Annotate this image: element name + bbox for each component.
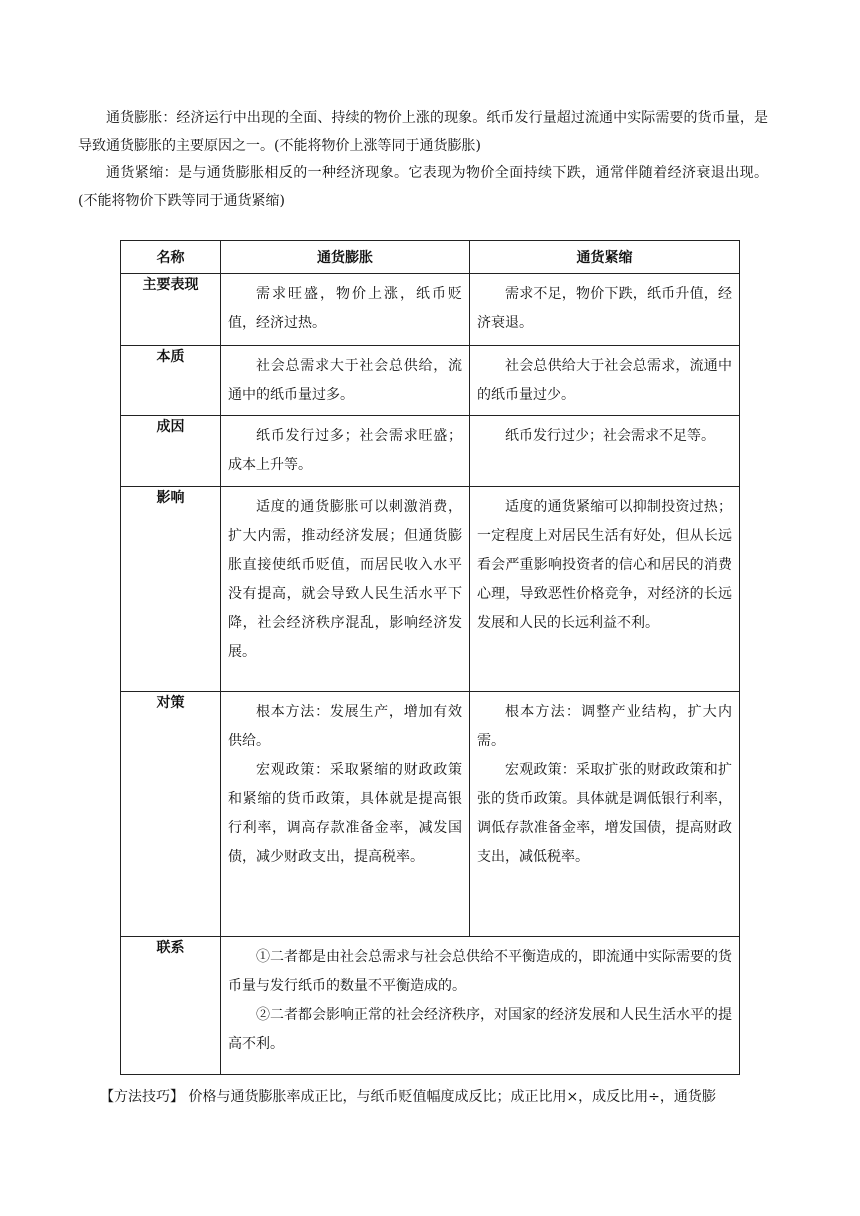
- row-label-measures: 对策: [121, 692, 221, 937]
- cell-text: 需求不足，物价下跌，纸币升值，经济衰退。: [477, 286, 732, 331]
- table-row: [121, 274, 740, 346]
- cell-text: 适度的通货紧缩可以抑制投资过热；一定程度上对居民生活有好处，但从长远看会严重影响投资者的信心和居民的消费心理，导致恶性价格竞争，对经济的长远发展和人民的长远利益不利。: [477, 499, 732, 631]
- deflation-cell: [470, 346, 740, 416]
- inflation-cell: [221, 487, 470, 692]
- cell-text: 适度的通货膨胀可以刺激消费，扩大内需，推动经济发展；但通货膨胀直接使纸币贬值，而居民收入水平没有提高，就会导致人民生活水平下降，社会经济秩序混乱，影响经济发展。: [228, 499, 462, 660]
- deflation-cell: [470, 487, 740, 692]
- table-row: [121, 346, 740, 416]
- deflation-definition: 通货紧缩：是与通货膨胀相反的一种经济现象。它表现为物价全面持续下跌，通常伴随着经济衰退出现。(不能将物价下跌等同于通货紧缩): [78, 165, 768, 209]
- deflation-cell: [470, 416, 740, 487]
- method-tip: 【方法技巧】 价格与通货膨胀率成正比，与纸币贬值幅度成反比；成正比用×，成反比用÷，通货膨: [100, 1089, 716, 1105]
- row-label-performance: 主要表现: [121, 274, 221, 346]
- row-label-effects: 影响: [121, 487, 221, 692]
- table-header-row: [121, 241, 740, 274]
- row-label-causes: 成因: [121, 416, 221, 487]
- cell-text: 根本方法：发展生产，增加有效供给。: [228, 704, 462, 749]
- table-row: [121, 487, 740, 692]
- cell-text: 根本方法：调整产业结构，扩大内需。: [477, 704, 732, 749]
- deflation-cell: [470, 274, 740, 346]
- inflation-cell: [221, 274, 470, 346]
- inflation-cell: [221, 692, 470, 937]
- cell-text: 需求旺盛，物价上涨，纸币贬值，经济过热。: [228, 286, 462, 331]
- header-inflation: 通货膨胀: [221, 241, 470, 274]
- cell-text: ②二者都会影响正常的社会经济秩序，对国家的经济发展和人民生活水平的提高不利。: [228, 1007, 732, 1052]
- inflation-definition: 通货膨胀：经济运行中出现的全面、持续的物价上涨的现象。纸币发行量超过流通中实际需要的货币量，是导致通货膨胀的主要原因之一。(不能将物价上涨等同于通货膨胀): [78, 110, 768, 154]
- cell-text: 纸币发行过少；社会需求不足等。: [505, 428, 715, 444]
- table-row: [121, 416, 740, 487]
- row-label-connection: 联系: [121, 937, 221, 1075]
- cell-text: ①二者都是由社会总需求与社会总供给不平衡造成的，即流通中实际需要的货币量与发行纸币的数量不平衡造成的。: [228, 949, 732, 994]
- comparison-table: [120, 240, 740, 1075]
- deflation-cell: [470, 692, 740, 937]
- cell-text: 宏观政策：采取扩张的财政政策和扩张的货币政策。具体就是调低银行利率，调低存款准备金率，增发国债，提高财政支出，减低税率。: [477, 762, 732, 865]
- row-label-essence: 本质: [121, 346, 221, 416]
- inflation-cell: [221, 346, 470, 416]
- inflation-cell: [221, 416, 470, 487]
- connection-cell: [221, 937, 740, 1075]
- table-row: [121, 937, 740, 1075]
- header-name: 名称: [121, 241, 221, 274]
- cell-text: 社会总供给大于社会总需求，流通中的纸币量过少。: [477, 358, 732, 403]
- table-row: [121, 692, 740, 937]
- cell-text: 社会总需求大于社会总供给，流通中的纸币量过多。: [228, 358, 462, 403]
- header-deflation: 通货紧缩: [470, 241, 740, 274]
- cell-text: 纸币发行过多；社会需求旺盛；成本上升等。: [228, 428, 462, 473]
- cell-text: 宏观政策：采取紧缩的财政政策和紧缩的货币政策，具体就是提高银行利率，调高存款准备金率，减发国债，减少财政支出，提高税率。: [228, 762, 462, 865]
